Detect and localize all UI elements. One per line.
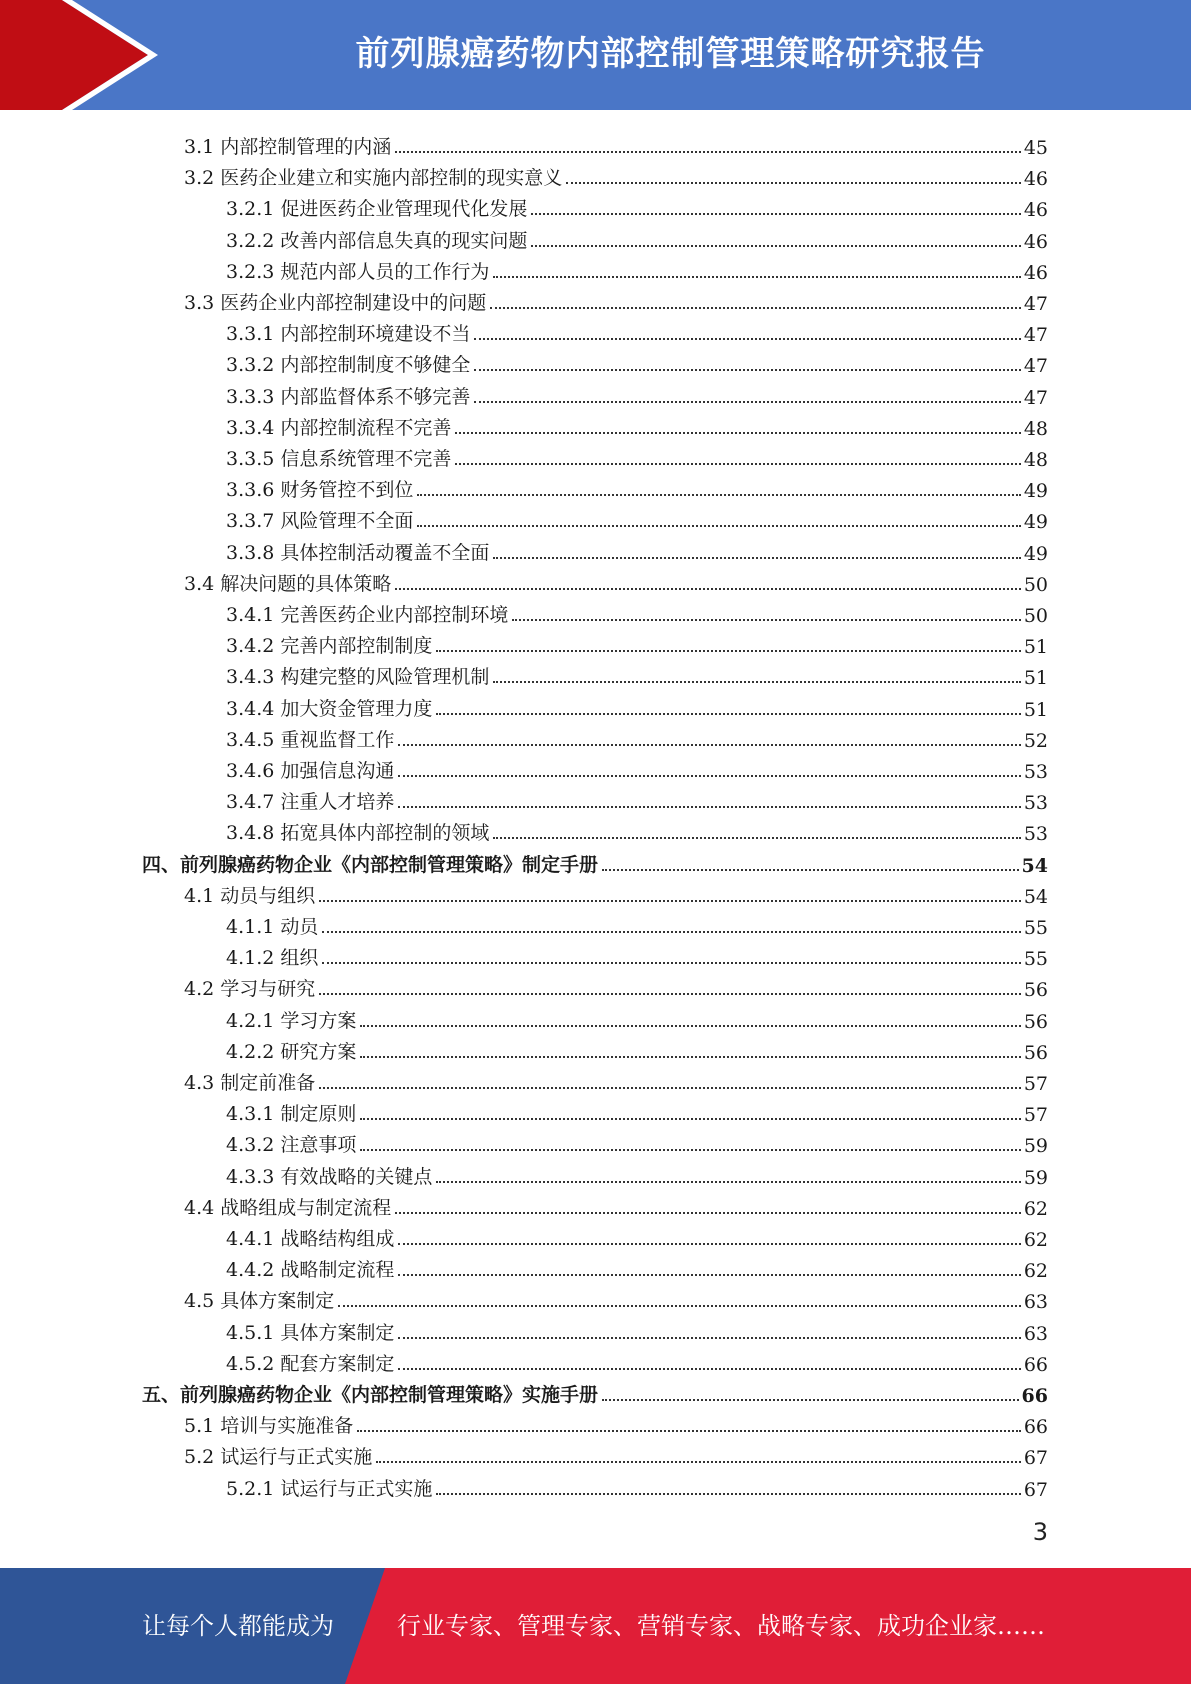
toc-entry-title: 3.3.3 内部监督体系不够完善 — [226, 385, 471, 408]
toc-dot-leader — [398, 744, 1020, 746]
toc-entry[interactable] — [226, 440, 1048, 471]
toc-entry[interactable] — [184, 128, 1048, 159]
toc-dot-leader — [566, 182, 1021, 184]
toc-entry[interactable] — [226, 190, 1048, 221]
toc-entry-title: 3.4.2 完善内部控制制度 — [226, 635, 433, 658]
toc-entry-title: 4.3.3 有效战略的关键点 — [226, 1165, 433, 1188]
toc-entry-page: 55 — [1023, 948, 1048, 971]
toc-entry-page: 59 — [1023, 1166, 1048, 1189]
toc-dot-leader — [493, 681, 1020, 683]
toc-entry-page: 63 — [1023, 1322, 1048, 1345]
toc-dot-leader — [360, 1118, 1020, 1120]
toc-entry-title: 5.2 试运行与正式实施 — [184, 1446, 373, 1469]
toc-entry[interactable] — [226, 939, 1048, 970]
toc-entry[interactable] — [184, 159, 1048, 190]
toc-entry-title: 4.2.1 学习方案 — [226, 1009, 357, 1032]
toc-entry[interactable] — [226, 1345, 1048, 1376]
toc-entry-title: 3.3.8 具体控制活动覆盖不全面 — [226, 541, 490, 564]
toc-entry[interactable] — [184, 1438, 1048, 1469]
toc-entry-page: 57 — [1023, 1073, 1048, 1095]
toc-entry[interactable] — [184, 1189, 1048, 1220]
toc-dot-leader — [360, 1056, 1020, 1058]
toc-dot-leader — [322, 931, 1020, 933]
toc-dot-leader — [398, 1274, 1020, 1276]
toc-dot-leader — [319, 1087, 1021, 1089]
toc-entry[interactable] — [226, 627, 1048, 658]
toc-entry-title: 4.3.1 制定原则 — [226, 1103, 357, 1126]
toc-dot-leader — [531, 245, 1020, 247]
toc-entry-title: 3.3.6 财务管控不到位 — [226, 479, 414, 502]
toc-entry[interactable] — [226, 315, 1048, 346]
toc-dot-leader — [398, 1368, 1020, 1370]
toc-entry-page: 62 — [1023, 1260, 1048, 1283]
toc-entry[interactable] — [226, 1314, 1048, 1345]
toc-entry-page: 51 — [1023, 636, 1048, 659]
toc-entry-title: 3.2.2 改善内部信息失真的现实问题 — [226, 229, 528, 252]
page-footer — [0, 1568, 1191, 1684]
toc-entry-title: 4.2.2 研究方案 — [226, 1040, 357, 1063]
toc-entry[interactable] — [226, 1158, 1048, 1189]
toc-entry[interactable] — [226, 752, 1048, 783]
toc-entry-title: 3.3.1 内部控制环境建设不当 — [226, 323, 471, 346]
report-title: 前列腺癌药物内部控制管理策略研究报告 — [355, 34, 986, 74]
toc-entry-page: 47 — [1023, 324, 1048, 347]
toc-entry-page: 52 — [1023, 729, 1048, 752]
toc-entry-page: 49 — [1023, 480, 1048, 503]
toc-entry-title: 3.4.3 构建完整的风险管理机制 — [226, 666, 490, 689]
toc-dot-leader — [398, 775, 1020, 777]
toc-dot-leader — [490, 307, 1021, 309]
toc-entry-title: 3.2 医药企业建立和实施内部控制的现实意义 — [184, 167, 563, 190]
toc-entry-page: 67 — [1023, 1478, 1048, 1501]
toc-entry-page: 55 — [1023, 917, 1048, 939]
toc-entry-title: 4.1 动员与组织 — [184, 884, 316, 907]
toc-entry-title: 五、前列腺癌药物企业《内部控制管理策略》实施手册 — [142, 1384, 599, 1406]
toc-entry[interactable] — [226, 783, 1048, 814]
toc-entry-page: 67 — [1023, 1447, 1048, 1470]
toc-dot-leader — [395, 1212, 1021, 1214]
toc-entry[interactable] — [226, 534, 1048, 565]
toc-dot-leader — [474, 401, 1020, 403]
toc-entry-title: 4.1.1 动员 — [226, 916, 319, 938]
toc-entry-page: 56 — [1023, 1041, 1048, 1064]
toc-entry-page: 54 — [1021, 854, 1048, 877]
toc-entry-title: 3.3.5 信息系统管理不完善 — [226, 448, 452, 470]
toc-entry[interactable] — [184, 1282, 1048, 1313]
toc-entry[interactable] — [226, 346, 1048, 377]
toc-dot-leader — [360, 1025, 1020, 1027]
toc-entry[interactable] — [226, 1220, 1048, 1251]
toc-entry-page: 49 — [1023, 542, 1048, 565]
footer-slogan-left: 让每个人都能成为 — [142, 1612, 334, 1640]
toc-entry-title: 4.2 学习与研究 — [184, 978, 316, 1001]
toc-entry-page: 48 — [1023, 449, 1048, 471]
toc-dot-leader — [602, 869, 1019, 871]
toc-entry-page: 49 — [1023, 511, 1048, 534]
toc-dot-leader — [531, 213, 1020, 215]
toc-dot-leader — [360, 1149, 1020, 1151]
toc-entry-title: 3.4 解决问题的具体策略 — [184, 572, 392, 595]
toc-entry-title: 4.3 制定前准备 — [184, 1072, 316, 1094]
toc-entry[interactable] — [184, 877, 1048, 908]
toc-entry-title: 3.3 医药企业内部控制建设中的问题 — [184, 292, 487, 314]
toc-dot-leader — [395, 588, 1021, 590]
toc-entry-page: 59 — [1023, 1135, 1048, 1158]
toc-entry[interactable] — [226, 908, 1048, 939]
toc-entry-title: 3.4.1 完善医药企业内部控制环境 — [226, 604, 509, 626]
toc-entry[interactable] — [226, 1251, 1048, 1282]
toc-entry-page: 46 — [1023, 230, 1048, 253]
toc-entry-page: 62 — [1023, 1229, 1048, 1251]
toc-entry-page: 45 — [1023, 137, 1048, 159]
toc-entry-page: 51 — [1023, 667, 1048, 690]
toc-dot-leader — [512, 619, 1020, 621]
toc-entry-page: 48 — [1023, 417, 1048, 440]
toc-entry-title: 5.1 培训与实施准备 — [184, 1415, 354, 1438]
toc-entry[interactable] — [226, 1470, 1048, 1501]
toc-dot-leader — [417, 494, 1020, 496]
toc-entry-title: 3.2.3 规范内部人员的工作行为 — [226, 260, 490, 283]
toc-dot-leader — [602, 1399, 1019, 1401]
toc-entry[interactable] — [226, 409, 1048, 440]
toc-entry[interactable] — [226, 814, 1048, 845]
toc-entry[interactable] — [226, 658, 1048, 689]
toc-dot-leader — [493, 557, 1020, 559]
toc-entry-page: 53 — [1023, 823, 1048, 846]
toc-entry[interactable] — [226, 1033, 1048, 1064]
toc-dot-leader — [493, 276, 1020, 278]
toc-dot-leader — [376, 1461, 1021, 1463]
toc-entry-title: 3.4.7 注重人才培养 — [226, 791, 395, 814]
red-chevron-decoration — [0, 0, 160, 110]
toc-entry[interactable] — [184, 1064, 1048, 1095]
toc-entry[interactable] — [142, 1376, 1048, 1407]
toc-dot-leader — [436, 1493, 1020, 1495]
toc-entry-page: 56 — [1023, 1010, 1048, 1033]
toc-entry-title: 4.5.2 配套方案制定 — [226, 1352, 395, 1375]
toc-entry-title: 4.3.2 注意事项 — [226, 1134, 357, 1157]
toc-entry-title: 四、前列腺癌药物企业《内部控制管理策略》制定手册 — [142, 853, 599, 876]
toc-dot-leader — [455, 463, 1020, 465]
toc-entry-title: 3.1 内部控制管理的内涵 — [184, 136, 392, 158]
page-header — [0, 0, 1191, 110]
toc-dot-leader — [398, 1337, 1020, 1339]
toc-entry-page: 46 — [1023, 261, 1048, 284]
toc-entry-title: 3.3.4 内部控制流程不完善 — [226, 416, 452, 439]
toc-entry-page: 57 — [1023, 1104, 1048, 1127]
toc-entry-page: 50 — [1023, 573, 1048, 596]
toc-entry-page: 66 — [1021, 1385, 1048, 1407]
toc-entry-page: 54 — [1023, 885, 1048, 908]
toc-entry[interactable] — [226, 1095, 1048, 1126]
toc-entry-page: 66 — [1023, 1353, 1048, 1376]
toc-entry-title: 3.4.4 加大资金管理力度 — [226, 697, 433, 720]
toc-dot-leader — [455, 432, 1020, 434]
toc-entry-page: 66 — [1023, 1416, 1048, 1439]
toc-dot-leader — [436, 1181, 1020, 1183]
toc-dot-leader — [322, 962, 1020, 964]
toc-entry-title: 4.4.2 战略制定流程 — [226, 1259, 395, 1282]
toc-entry[interactable] — [142, 846, 1048, 877]
toc-dot-leader — [338, 1305, 1021, 1307]
toc-entry[interactable] — [226, 222, 1048, 253]
toc-entry-page: 47 — [1023, 355, 1048, 378]
toc-dot-leader — [474, 369, 1020, 371]
toc-entry[interactable] — [226, 690, 1048, 721]
toc-entry-page: 53 — [1023, 792, 1048, 815]
toc-entry-page: 46 — [1023, 199, 1048, 222]
toc-entry-title: 3.3.7 风险管理不全面 — [226, 510, 414, 533]
toc-entry-title: 4.4 战略组成与制定流程 — [184, 1196, 392, 1219]
toc-entry-page: 53 — [1023, 761, 1048, 783]
page-number: 3 — [1032, 1518, 1048, 1546]
toc-entry-page: 50 — [1023, 605, 1048, 627]
toc-entry-page: 56 — [1023, 979, 1048, 1002]
toc-entry[interactable] — [226, 596, 1048, 627]
toc-entry-title: 4.4.1 战略结构组成 — [226, 1228, 395, 1250]
toc-entry-page: 63 — [1023, 1291, 1048, 1314]
toc-entry-page: 51 — [1023, 698, 1048, 721]
toc-entry[interactable] — [226, 471, 1048, 502]
toc-entry[interactable] — [226, 1126, 1048, 1157]
toc-dot-leader — [417, 525, 1020, 527]
toc-entry-page: 47 — [1023, 386, 1048, 409]
toc-entry[interactable] — [226, 1002, 1048, 1033]
toc-entry-title: 4.1.2 组织 — [226, 947, 319, 970]
toc-dot-leader — [395, 151, 1021, 153]
toc-entry-title: 4.5 具体方案制定 — [184, 1290, 335, 1313]
toc-entry-page: 47 — [1023, 293, 1048, 315]
toc-entry-page: 62 — [1023, 1197, 1048, 1220]
footer-slogan-right: 行业专家、管理专家、营销专家、战略专家、成功企业家…… — [397, 1612, 1045, 1640]
toc-dot-leader — [319, 900, 1021, 902]
toc-entry-title: 3.4.8 拓宽具体内部控制的领域 — [226, 822, 490, 845]
toc-entry-title: 3.4.6 加强信息沟通 — [226, 760, 395, 782]
toc-entry[interactable] — [226, 253, 1048, 284]
toc-entry-title: 5.2.1 试运行与正式实施 — [226, 1477, 433, 1500]
toc-entry[interactable] — [226, 502, 1048, 533]
toc-entry-page: 46 — [1023, 168, 1048, 191]
toc-dot-leader — [319, 993, 1021, 995]
toc-dot-leader — [436, 713, 1020, 715]
toc-entry[interactable] — [184, 1407, 1048, 1438]
toc-dot-leader — [436, 650, 1020, 652]
toc-entry[interactable] — [184, 970, 1048, 1001]
toc-entry-title: 3.2.1 促进医药企业管理现代化发展 — [226, 198, 528, 221]
toc-dot-leader — [474, 338, 1020, 340]
toc-dot-leader — [357, 1430, 1021, 1432]
toc-entry[interactable] — [226, 721, 1048, 752]
toc-entry-title: 3.4.5 重视监督工作 — [226, 728, 395, 751]
toc-dot-leader — [398, 806, 1020, 808]
toc-dot-leader — [493, 837, 1020, 839]
toc-entry-title: 3.3.2 内部控制制度不够健全 — [226, 354, 471, 377]
toc-entry-title: 4.5.1 具体方案制定 — [226, 1321, 395, 1344]
toc-entry[interactable] — [226, 378, 1048, 409]
toc-entry[interactable] — [184, 565, 1048, 596]
toc-entry[interactable] — [184, 284, 1048, 315]
toc-dot-leader — [398, 1243, 1020, 1245]
